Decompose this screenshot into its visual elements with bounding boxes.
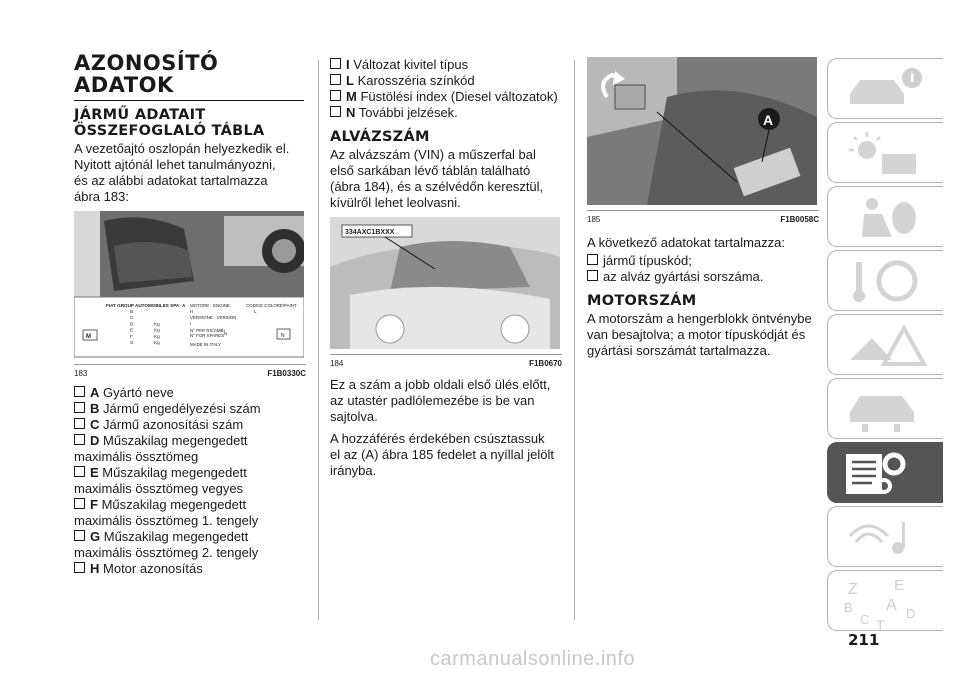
plate-legend-list (74, 385, 306, 577)
tab-dashboard[interactable] (827, 58, 943, 119)
plate-row-letter: C (130, 315, 134, 321)
vin-contents-lead: A következő adatokat tartalmazza: (587, 235, 785, 250)
svg-text:B: B (844, 600, 853, 615)
svg-text:Z: Z (848, 581, 858, 598)
svg-text:H: H (190, 309, 194, 314)
intro-text: A vezetőajtó oszlopán helyezkedik el. Nyitott ajtónál lehet tanulmányozni, és az alábbi adatokat tartalmazza ábra 183: (74, 141, 290, 204)
svg-text:C: C (860, 612, 870, 627)
svg-text:N: N (224, 331, 228, 336)
vin-floor-text: Ez a szám a jobb oldali első ülés előtt, az utastér padlólemezébe is be van sajtolva. (330, 377, 551, 424)
sun-mail-icon (842, 128, 932, 178)
tab-multimedia[interactable] (827, 506, 943, 567)
svg-text:MADE IN ITALY: MADE IN ITALY (190, 342, 222, 347)
legend-item: L Karosszéria színkód (330, 73, 562, 89)
legend-item-continuation: maximális össztömeg 1. tengely (74, 513, 259, 528)
legend-item: M Füstölési index (Diesel változatok) (330, 89, 562, 105)
legend-item: E Műszakilag megengedett (74, 465, 306, 481)
section-title: AZONOSÍTÓ ADATOK (74, 51, 219, 97)
legend-item: I Változat kivitel típus (330, 57, 562, 73)
plate-row-letter: F (130, 333, 133, 339)
plate-row-unit: Kg (154, 340, 160, 345)
title-rule (74, 100, 304, 101)
svg-text:E: E (894, 577, 905, 594)
plate-legend-list-continued (330, 57, 562, 121)
legend-item: D Műszakilag megengedett (74, 433, 306, 449)
subsection-title: JÁRMŰ ADATAIT ÖSSZEFOGLALÓ TÁBLA (74, 107, 265, 139)
tab-maintenance[interactable] (827, 378, 943, 439)
svg-text:T: T (876, 617, 885, 632)
plate-row-letter: B (130, 309, 134, 314)
plate-row-unit: Kg (154, 327, 160, 333)
plate-row-unit: Kg (154, 333, 160, 339)
engine-number-text: A motorszám a hengerblokk öntvénybe van besajtolva; a motor típuskódját és gyártási sorszámát tartalmazza. (587, 311, 812, 358)
legend-item: G Műszakilag megengedett (74, 529, 306, 545)
svg-text:I: I (190, 321, 192, 326)
figure-183-caption: 183 F1B0330C (74, 369, 306, 378)
legend-item: H Motor azonosítás (74, 561, 306, 577)
tab-index[interactable] (827, 570, 943, 631)
engine-number-heading: MOTORSZÁM (587, 293, 697, 309)
figure-184 (330, 217, 562, 355)
svg-text:VERSIONE - VERSION: VERSIONE - VERSION (190, 315, 237, 320)
tab-safety[interactable] (827, 186, 943, 247)
svg-text:CODICE COLORE/PAINT: CODICE COLORE/PAINT (246, 303, 297, 308)
svg-text:N: N (281, 333, 285, 339)
svg-text:N° FOR SPARES: N° FOR SPARES (190, 333, 225, 338)
plate-row-letter: G (130, 340, 134, 345)
car-lift-icon (842, 384, 932, 434)
tab-starting-driving[interactable] (827, 250, 943, 311)
column-left (74, 52, 306, 577)
figure-183 (74, 211, 306, 365)
tab-emergency[interactable] (827, 314, 943, 375)
legend-item-continuation: maximális össztömeg 2. tengely (74, 545, 259, 560)
svg-text:N° PER RICAMBI: N° PER RICAMBI (190, 328, 225, 333)
list-item: az alváz gyártási sorszáma. (587, 269, 819, 285)
legend-item: C Jármű azonosítási szám (74, 417, 306, 433)
svg-text:FIAT GROUP AUTOMOBILES SPA: FIAT GROUP AUTOMOBILES SPA (106, 303, 180, 308)
vin-text: Az alvázszám (VIN) a műszerfal bal első sarkában lévő táblán található (ábra 184), és a szélvédőn keresztül, kívülről lehet leolvasni. (330, 147, 544, 210)
plate-row-letter: E (130, 327, 134, 333)
legend-item: A Gyártó neve (74, 385, 306, 401)
airbag-icon (842, 192, 932, 242)
svg-text:A: A (182, 303, 186, 308)
figure-183-illustration (74, 211, 304, 359)
page-number: 211 (848, 631, 880, 649)
vin-heading: ALVÁZSZÁM (330, 129, 430, 145)
access-text: A hozzáférés érdekében csúsztassuk el az (A) ábra 185 fedelet a nyíllal jelölt irányba. (330, 431, 555, 478)
column-middle (330, 57, 562, 481)
column-right (587, 57, 819, 361)
svg-text:L: L (254, 309, 257, 314)
legend-item-continuation: maximális össztömeg (74, 449, 199, 464)
music-signal-icon (842, 512, 932, 562)
svg-text:D: D (906, 606, 916, 621)
svg-text:M: M (86, 334, 91, 340)
legend-item-continuation: maximális össztömeg vegyes (74, 481, 244, 496)
plate-row-unit: Kg (154, 321, 160, 327)
list-item: jármű típuskód; (587, 253, 819, 269)
column-divider (574, 60, 575, 620)
figure-185 (587, 57, 819, 211)
steering-key-icon (842, 256, 932, 306)
svg-text:A: A (886, 597, 897, 614)
svg-text:MOTORE - ENGINE: MOTORE - ENGINE (190, 303, 230, 308)
car-info-icon (842, 64, 932, 114)
figure-184-caption: 184 F1B0670 (330, 359, 562, 368)
plate-row-letter: D (130, 321, 134, 327)
tab-lights-warnings[interactable] (827, 122, 943, 183)
alphabet-index-icon (842, 576, 932, 632)
figure-185-caption: 185 F1B0058C (587, 215, 819, 224)
svg-text:A: A (763, 112, 774, 128)
column-divider (318, 60, 319, 620)
figure-184-illustration (330, 217, 560, 349)
document-gear-icon (842, 448, 932, 498)
legend-item: N További jelzések. (330, 105, 562, 121)
legend-item: F Műszakilag megengedett (74, 497, 306, 513)
watermark-text: carmanualsonline.info (430, 648, 636, 670)
tab-technical-data[interactable] (827, 442, 943, 503)
figure-185-illustration (587, 57, 817, 205)
legend-item: B Jármű engedélyezési szám (74, 401, 306, 417)
warning-triangle-icon (842, 320, 932, 370)
svg-text:334AXC1BXXX: 334AXC1BXXX (345, 229, 395, 236)
